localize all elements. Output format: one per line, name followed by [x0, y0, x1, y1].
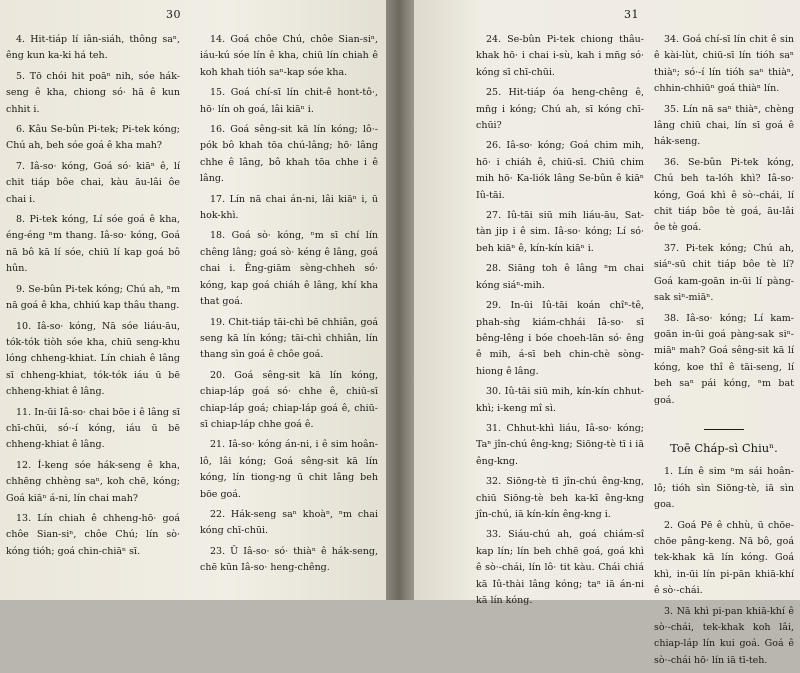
verse: 38. Iâ-so· kóng; Lí kam-goān in-ūi goá pàng-sak siⁿ-miāⁿ mah? Goá sêng-sit kā lí kóng, koe thî ê tāi-seng, lí beh saⁿ pái kóng, ⁿm bat goá.: [654, 312, 794, 406]
page-number-right: 31: [624, 8, 639, 21]
verse: 12. Í-keng sóe hák-seng ê kha, chhēng chhèng saⁿ, koh chē, kóng; Goá kiāⁿ á-ni, lín chai mah?: [6, 459, 180, 504]
verse: 34. Goá chí-sī lín chit ê sin ê kài-lùt, chiū-sī lín tióh saⁿ thiàⁿ; só·-í lín tióh saⁿ thiàⁿ, chhin-chhiūⁿ goá thiàⁿ lín.: [654, 34, 794, 95]
verse: 19. Chit-tiáp tāi-chì bē chhiân, goá seng kā lín kóng; tāi-chì chhiân, lín thang sìn goá ê chôe goá.: [200, 316, 378, 361]
verse: 23. Ū Iâ-so· só· thiàⁿ ê hák-seng, chē kūn Iâ-so· heng-chêng.: [200, 545, 378, 574]
verse: 25. Hit-tiáp óa heng-chêng ê, mn̄g i kóng; Chú ah, sī kóng chī-chūi?: [476, 87, 644, 132]
verse: 3. Nā khì pi-pan khiā-khí ê sò·-chái, tek-khak koh lâi, chiap-láp lín kui goá. Goá ê sò·-chái hō· lín iā tī-teh.: [654, 605, 794, 666]
verse: 14. Goá chôe Chú, chôe Sian-siⁿ, iáu-kú sóe lín ê kha, chiū lín chiah ê koh khah tióh saⁿ-kap sóe kha.: [200, 34, 378, 78]
left-page: [0, 0, 386, 600]
verse: 11. In-ūi Iâ-so· chai bōe i ê lâng sī chī-chūi, só·-í kóng, iáu ū bē chheng-khiat ê lâng.: [6, 406, 180, 451]
page-number-left: 30: [166, 8, 181, 21]
verse: 15. Goá chí-sī lín chit-ê hont-tô·, hō· lín oh goá, lâi kiāⁿ i.: [200, 87, 378, 115]
verse: 17. Lín nā chai án-ni, lâi kiāⁿ i, ū hok-khì.: [200, 193, 378, 222]
verse: 29. In-ūi Iû-tāi koán chîⁿ-tê, phah-sǹg kiám-chhái Iâ-so· sī bêng-lêng i bóe choeh-lān só· êng ê mih, á-sī beh chin-chè sòng-hiong ê lâng.: [476, 300, 644, 377]
right-column-1: [476, 32, 644, 613]
verse: 8. Pi-tek kóng, Lí sóe goá ê kha, éng-éng ⁿm thang. Iâ-so· kóng, Goá nā bô kā lí sóe, chiū lí kap goá bô hûn.: [6, 214, 180, 275]
verse: 24. Se-bûn Pi-tek chiong thâu-khak hō· i chai i-sù, kah i mn̄g só· kóng sī chī-chūi.: [476, 34, 644, 78]
left-column-1: [6, 32, 180, 564]
chapter-heading: Toē Cháp-sì Chiuⁿ.: [670, 440, 778, 455]
left-column-2: [200, 32, 378, 581]
section-divider: [704, 429, 744, 430]
verse: 31. Chhut-khì liáu, Iâ-so· kóng; Taⁿ jîn-chú êng-kng; Siōng-tè tī i iā êng-kng.: [476, 422, 644, 467]
verse: 28. Siāng toh ê lâng ⁿm chai kóng siáⁿ-mih.: [476, 263, 644, 291]
verse: 21. Iâ-so· kóng án-ni, i ê sim hoân-lô, lâi kóng; Goá sêng-sit kā lín kóng, lín tiong-ng ū chit lâng beh bōe goá.: [200, 439, 378, 500]
verse: 9. Se-bûn Pi-tek kóng; Chú ah, ⁿm nā goá ê kha, chhiú kap thâu thang.: [6, 283, 180, 312]
verse: 20. Goá sêng-sit kā lín kóng, chiap-láp goá só· chhe ê, chiū-sī chiap-láp goá; chiap-láp goá ê, chiū-sī chiap-láp chhe goá ê.: [200, 369, 378, 430]
verse: 35. Lín nā saⁿ thiàⁿ, chèng lâng chiū chai, lín sī goá ê hák-seng.: [654, 103, 794, 148]
verse: 36. Se-bûn Pi-tek kóng, Chú beh ta-lóh khì? Iâ-so· kóng, Goá khì ê sò·-chái, lí chit tiáp bôe tè goá, āu-lâi ôe tè goá.: [654, 156, 794, 234]
right-page: [414, 0, 800, 666]
verse: 33. Siáu-chú ah, goá chiám-sî kap lín; lín beh chhē goá, goá khì ê sò·-chái, lín lô· tit kàu. Chái chiá kā Iû-thài lâng kóng; taⁿ iā án-ni kā lín kóng.: [476, 529, 644, 606]
verse: 30. Iû-tāi siū mih, kín-kín chhut-khì; i-keng mî sì.: [476, 386, 644, 414]
verse: 18. Goá sò· kóng, ⁿm sī chí lín chêng lâng; goá sò· kéng ê lâng, goá chai i. Êng-giām sèng-chheh só· kóng, kap goá chiáh ê lâng, khí kha that goá.: [200, 230, 378, 308]
verse: 26. Iâ-so· kóng; Goá chim mih, hō· i chiáh ê, chiū-sī. Chiū chim mih hō· Ka-liók lâng Se-bûn ê kiāⁿ Iû-tāi.: [476, 140, 644, 201]
verse: 32. Siōng-tè tī jîn-chú êng-kng, chiū Siōng-tè beh ka-kī êng-kng jîn-chú, iā kín-kín êng-kng i.: [476, 476, 644, 520]
right-column-2: [654, 32, 794, 673]
verse: 16. Goá sêng-sit kā lín kóng; lô·-pók bô khah tōa chú-lâng; hō· lâng chhe ê lâng, bô khah tōa chhe i ê lâng.: [200, 124, 378, 185]
verse: 2. Goá Pē ê chhù, ū chōe-chōe pâng-keng. Nā bô, goá tek-khak kā lín kóng. Goá khì, in-ūi lín pi-pān khiā-khí ê sò·-chái.: [654, 519, 794, 597]
verse: 37. Pi-tek kóng; Chú ah, siáⁿ-sū chit tiáp bôe tè lí? Goá kam-goān in-ūi lí pàng-sak siⁿ-miāⁿ.: [654, 242, 794, 304]
verse: 10. Iâ-so· kóng, Nā sóe liáu-āu, tók-tók tiòh sóe kha, chiū seng-khu lóng chheng-khiat. Lín chiah ê lâng sī chheng-khiat, tók-tók iáu ū bē chheng-khiat ê lâng.: [6, 320, 180, 398]
verse: 5. Tō chói hit poāⁿ nih, sóe hák-seng ê kha, chiong só· hā ê kun chhit i.: [6, 70, 180, 115]
verse: 13. Lín chiah ê chheng-hō· goá chôe Sian-siⁿ, chôe Chú; lín sò· kóng tióh; goá chin-chiāⁿ sī.: [6, 512, 180, 557]
verse: 27. Iû-tāi siū mih liáu-āu, Sat-tàn jip i ê sim. Iâ-so· kóng; Lí só· beh kiāⁿ ê, kín-kín kiāⁿ i.: [476, 210, 644, 254]
verse: 1. Lín ê sim ⁿm sái hoân-lô; tióh sìn Siōng-tè, iā sìn goa.: [654, 466, 794, 511]
verse: 6. Kâu Se-bûn Pi-tek; Pi-tek kóng; Chú ah, beh sóe goá ê kha mah?: [6, 124, 180, 152]
verse: 22. Hák-seng saⁿ khoàⁿ, ⁿm chai kóng chī-chūi.: [200, 508, 378, 537]
verse: 4. Hit-tiáp lí iân-siáh, thông saⁿ, êng kun ka-ki há teh.: [6, 34, 180, 62]
verse: 7. Iâ-so· kóng, Goá só· kiāⁿ ê, lí chit tiáp bôe chai, kàu āu-lâi ôe chai i.: [6, 160, 180, 205]
book-gutter: [386, 0, 414, 600]
